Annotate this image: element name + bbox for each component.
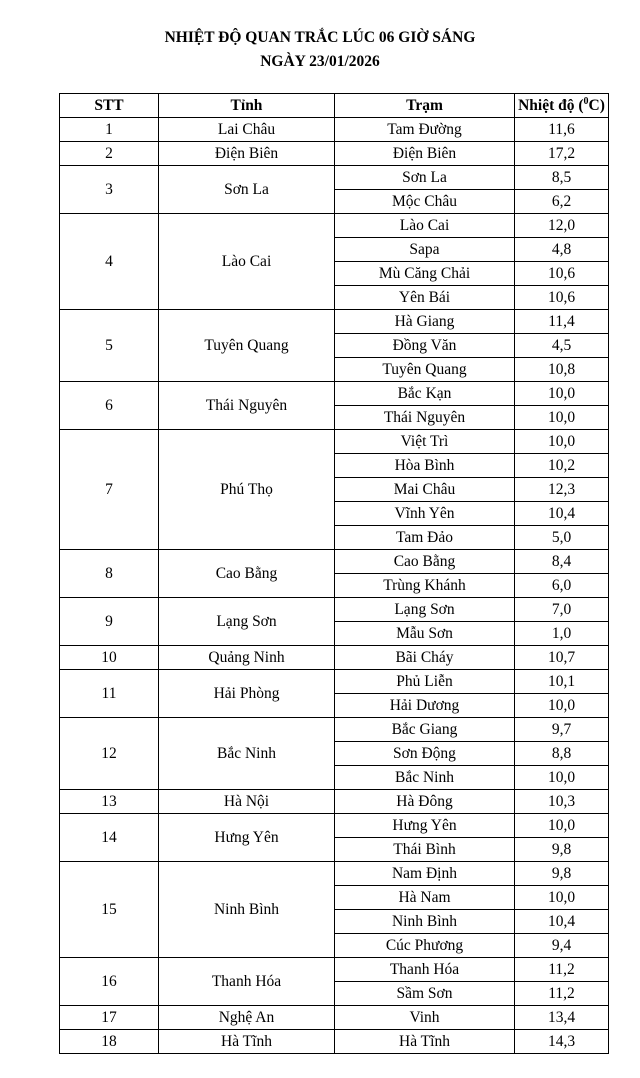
table-row	[60, 598, 609, 622]
table-row	[60, 1030, 609, 1054]
province-cell: Tuyên Quang	[159, 310, 335, 382]
temperature-cell: 10,7	[515, 646, 609, 670]
table-row	[60, 430, 609, 454]
station-cell: Hà Đông	[335, 790, 515, 814]
station-cell: Mộc Châu	[335, 190, 515, 214]
station-cell: Tam Đường	[335, 118, 515, 142]
temperature-cell: 10,3	[515, 790, 609, 814]
temperature-cell: 6,0	[515, 574, 609, 598]
temperature-cell: 10,1	[515, 670, 609, 694]
temperature-cell: 10,0	[515, 766, 609, 790]
temperature-cell: 11,2	[515, 982, 609, 1006]
stt-cell: 6	[60, 382, 159, 430]
province-cell: Phú Thọ	[159, 430, 335, 550]
station-cell: Hà Giang	[335, 310, 515, 334]
temperature-cell: 6,2	[515, 190, 609, 214]
table-body	[60, 118, 609, 1054]
province-cell: Hà Tĩnh	[159, 1030, 335, 1054]
province-cell: Hà Nội	[159, 790, 335, 814]
stt-cell: 7	[60, 430, 159, 550]
temperature-cell: 10,4	[515, 910, 609, 934]
temperature-cell: 10,0	[515, 406, 609, 430]
stt-cell: 10	[60, 646, 159, 670]
temperature-cell: 10,6	[515, 262, 609, 286]
temperature-cell: 10,0	[515, 814, 609, 838]
stt-cell: 3	[60, 166, 159, 214]
title-line-1: NHIỆT ĐỘ QUAN TRẮC LÚC 06 GIỜ SÁNG	[164, 29, 476, 46]
temperature-cell: 10,8	[515, 358, 609, 382]
station-cell: Vĩnh Yên	[335, 502, 515, 526]
station-cell: Cao Bằng	[335, 550, 515, 574]
province-cell: Điện Biên	[159, 142, 335, 166]
stt-cell: 9	[60, 598, 159, 646]
province-cell: Ninh Bình	[159, 862, 335, 958]
title-line-2: NGÀY 23/01/2026	[260, 53, 380, 70]
stt-cell: 11	[60, 670, 159, 718]
station-cell: Hà Tĩnh	[335, 1030, 515, 1054]
table-row	[60, 214, 609, 238]
stt-cell: 8	[60, 550, 159, 598]
stt-cell: 18	[60, 1030, 159, 1054]
station-cell: Sơn La	[335, 166, 515, 190]
station-cell: Hưng Yên	[335, 814, 515, 838]
station-cell: Cúc Phương	[335, 934, 515, 958]
table-row	[60, 670, 609, 694]
temperature-cell: 9,8	[515, 838, 609, 862]
temperature-cell: 12,0	[515, 214, 609, 238]
province-cell: Lạng Sơn	[159, 598, 335, 646]
station-cell: Thanh Hóa	[335, 958, 515, 982]
temperature-table	[59, 93, 609, 1054]
stt-cell: 13	[60, 790, 159, 814]
table-row	[60, 718, 609, 742]
stt-cell: 14	[60, 814, 159, 862]
temperature-cell: 10,0	[515, 382, 609, 406]
province-cell: Thanh Hóa	[159, 958, 335, 1006]
station-cell: Lào Cai	[335, 214, 515, 238]
temperature-cell: 11,2	[515, 958, 609, 982]
province-cell: Hưng Yên	[159, 814, 335, 862]
station-cell: Bãi Cháy	[335, 646, 515, 670]
station-cell: Bắc Ninh	[335, 766, 515, 790]
station-cell: Sầm Sơn	[335, 982, 515, 1006]
document-title	[0, 26, 640, 74]
temperature-cell: 9,8	[515, 862, 609, 886]
stt-cell: 1	[60, 118, 159, 142]
temperature-cell: 4,5	[515, 334, 609, 358]
stt-cell: 2	[60, 142, 159, 166]
table-row	[60, 166, 609, 190]
temperature-cell: 8,8	[515, 742, 609, 766]
station-cell: Hà Nam	[335, 886, 515, 910]
stt-cell: 17	[60, 1006, 159, 1030]
header-temp-prefix: Nhiệt độ (	[518, 96, 584, 114]
table-row	[60, 142, 609, 166]
header-stt: STT	[60, 94, 159, 118]
station-cell: Hòa Bình	[335, 454, 515, 478]
station-cell: Tuyên Quang	[335, 358, 515, 382]
province-cell: Quảng Ninh	[159, 646, 335, 670]
table-row	[60, 646, 609, 670]
temperature-cell: 10,6	[515, 286, 609, 310]
station-cell: Tam Đảo	[335, 526, 515, 550]
header-temp-degree: 0	[583, 95, 589, 107]
table-row	[60, 382, 609, 406]
province-cell: Cao Bằng	[159, 550, 335, 598]
temperature-cell: 14,3	[515, 1030, 609, 1054]
table-row	[60, 1006, 609, 1030]
table-row	[60, 550, 609, 574]
temperature-cell: 10,0	[515, 694, 609, 718]
station-cell: Sapa	[335, 238, 515, 262]
temperature-cell: 1,0	[515, 622, 609, 646]
stt-cell: 12	[60, 718, 159, 790]
temperature-cell: 7,0	[515, 598, 609, 622]
station-cell: Thái Bình	[335, 838, 515, 862]
table-header-row	[60, 94, 609, 118]
province-cell: Lai Châu	[159, 118, 335, 142]
temperature-cell: 11,4	[515, 310, 609, 334]
temperature-cell: 9,7	[515, 718, 609, 742]
station-cell: Vinh	[335, 1006, 515, 1030]
table-row	[60, 118, 609, 142]
province-cell: Thái Nguyên	[159, 382, 335, 430]
header-temp-suffix: C)	[588, 96, 605, 114]
station-cell: Lạng Sơn	[335, 598, 515, 622]
station-cell: Hải Dương	[335, 694, 515, 718]
station-cell: Mù Căng Chải	[335, 262, 515, 286]
table-row	[60, 958, 609, 982]
station-cell: Phủ Liễn	[335, 670, 515, 694]
temperature-cell: 17,2	[515, 142, 609, 166]
header-station: Trạm	[335, 94, 515, 118]
temperature-cell: 10,4	[515, 502, 609, 526]
table-row	[60, 862, 609, 886]
stt-cell: 16	[60, 958, 159, 1006]
station-cell: Mai Châu	[335, 478, 515, 502]
station-cell: Yên Bái	[335, 286, 515, 310]
header-temperature	[515, 94, 609, 118]
province-cell: Nghệ An	[159, 1006, 335, 1030]
header-province: Tỉnh	[159, 94, 335, 118]
temperature-cell: 8,4	[515, 550, 609, 574]
temperature-cell: 4,8	[515, 238, 609, 262]
temperature-cell: 11,6	[515, 118, 609, 142]
station-cell: Nam Định	[335, 862, 515, 886]
station-cell: Mẫu Sơn	[335, 622, 515, 646]
station-cell: Bắc Kạn	[335, 382, 515, 406]
station-cell: Điện Biên	[335, 142, 515, 166]
station-cell: Trùng Khánh	[335, 574, 515, 598]
station-cell: Việt Trì	[335, 430, 515, 454]
table-row	[60, 310, 609, 334]
table-row	[60, 814, 609, 838]
temperature-cell: 5,0	[515, 526, 609, 550]
stt-cell: 15	[60, 862, 159, 958]
station-cell: Bắc Giang	[335, 718, 515, 742]
temperature-cell: 12,3	[515, 478, 609, 502]
temperature-cell: 8,5	[515, 166, 609, 190]
station-cell: Đồng Văn	[335, 334, 515, 358]
province-cell: Hải Phòng	[159, 670, 335, 718]
province-cell: Sơn La	[159, 166, 335, 214]
temperature-cell: 10,0	[515, 886, 609, 910]
temperature-cell: 13,4	[515, 1006, 609, 1030]
station-cell: Ninh Bình	[335, 910, 515, 934]
temperature-cell: 9,4	[515, 934, 609, 958]
table-row	[60, 790, 609, 814]
temperature-cell: 10,0	[515, 430, 609, 454]
province-cell: Bắc Ninh	[159, 718, 335, 790]
station-cell: Sơn Động	[335, 742, 515, 766]
stt-cell: 4	[60, 214, 159, 310]
temperature-cell: 10,2	[515, 454, 609, 478]
stt-cell: 5	[60, 310, 159, 382]
province-cell: Lào Cai	[159, 214, 335, 310]
station-cell: Thái Nguyên	[335, 406, 515, 430]
